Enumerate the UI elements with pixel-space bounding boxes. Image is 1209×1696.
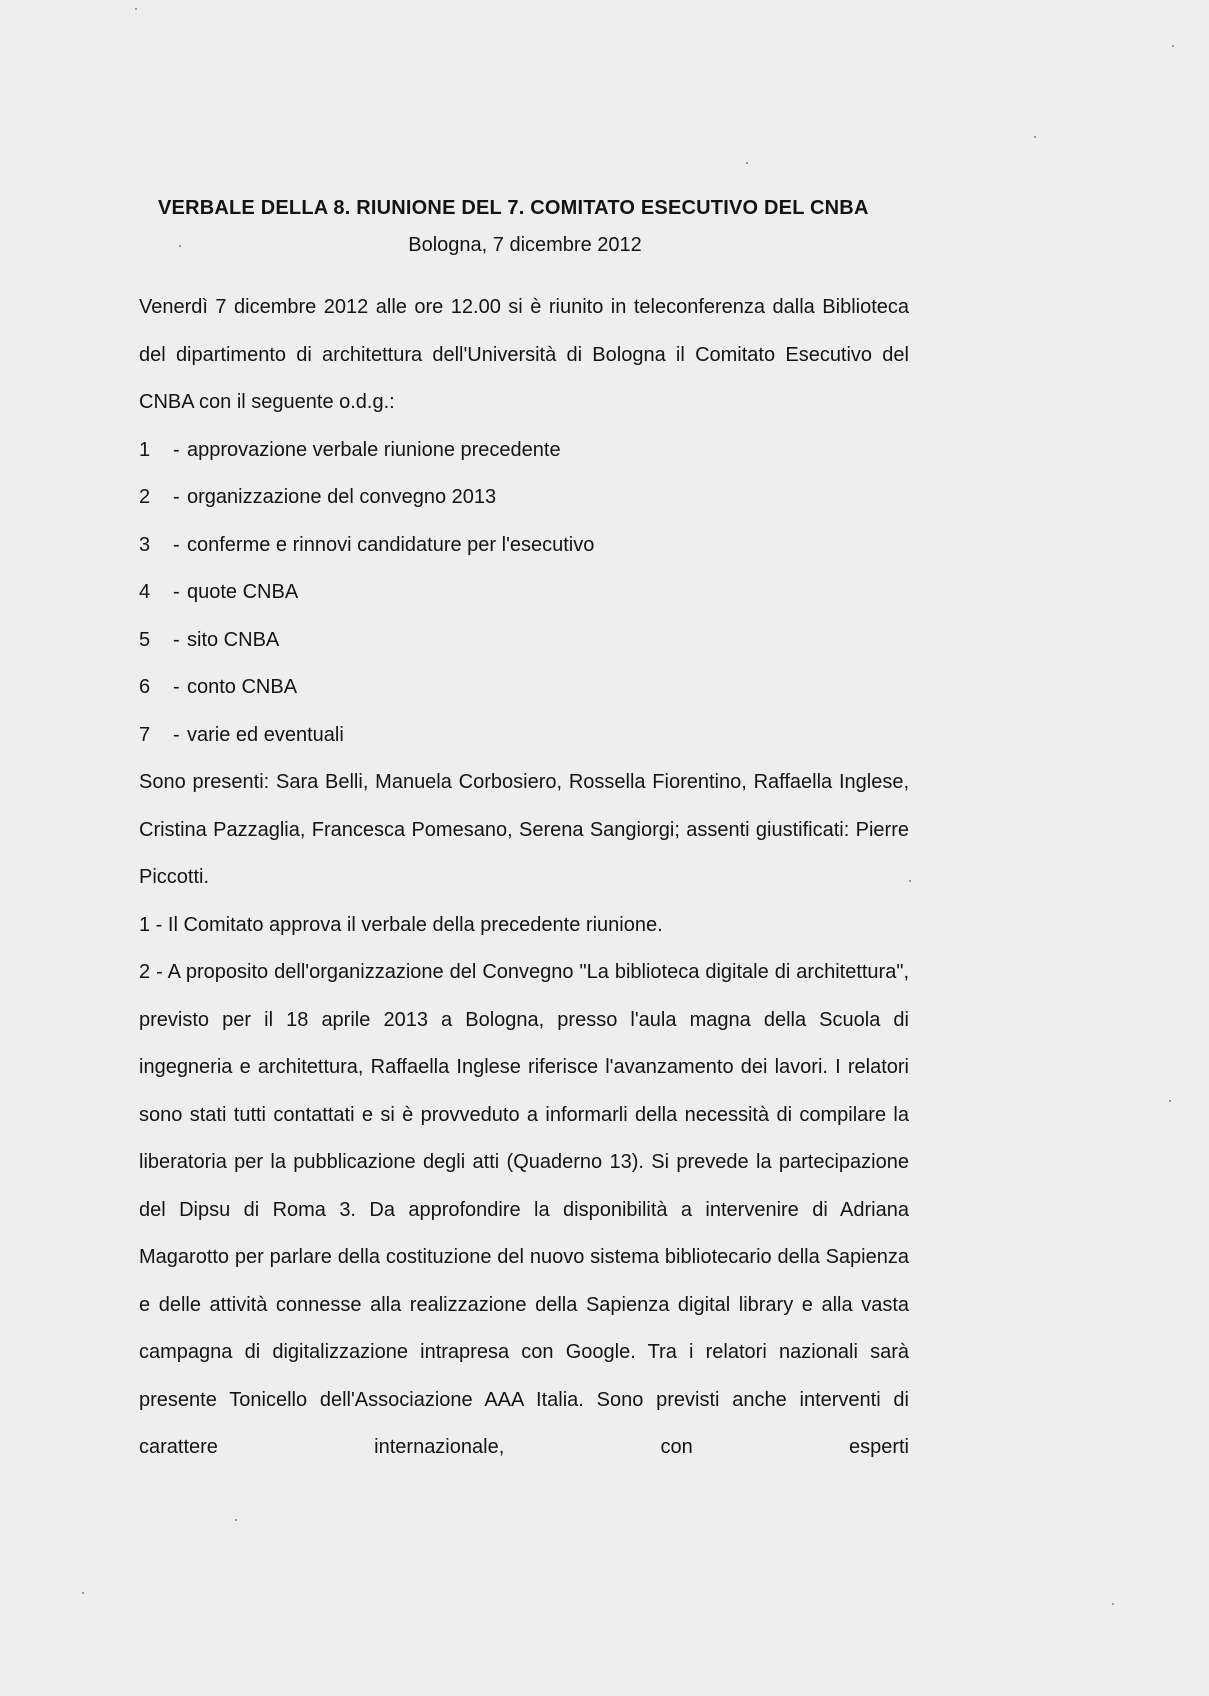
scan-speck	[1169, 1100, 1171, 1102]
document-title: VERBALE DELLA 8. RIUNIONE DEL 7. COMITATO ESECUTIVO DEL CNBA	[158, 197, 869, 219]
scan-speck	[1112, 1603, 1114, 1605]
scan-speck	[909, 880, 911, 882]
agenda-item-text: organizzazione del convegno 2013	[187, 486, 497, 508]
agenda-item-dash: -	[173, 676, 180, 698]
agenda-item-dash: -	[173, 628, 180, 651]
agenda-item-dash: -	[173, 723, 180, 746]
agenda-item	[139, 427, 909, 475]
agenda-item-text: varie ed eventuali	[187, 723, 344, 746]
agenda-list	[139, 427, 909, 760]
place-date: Bologna, 7 dicembre 2012	[408, 234, 642, 256]
agenda-item	[139, 712, 909, 760]
agenda-item-text: approvazione verbale riunione precedente	[187, 438, 561, 461]
scan-speck	[1172, 45, 1174, 47]
attendance-paragraph: Sono presenti: Sara Belli, Manuela Corbosiero, Rossella Fiorentino, Raffaella Inglese, Cristina Pazzaglia, Francesca Pomesano, Serena Sangiorgi; assenti giustificati: Pierre Piccotti.	[139, 771, 909, 888]
point-2-paragraph: 2 - A proposito dell'organizzazione del Convegno "La biblioteca digitale di architettura", previsto per il 18 aprile 2013 a Bologna, presso l'aula magna della Scuola di ingegneria e architettura, Raffaella Inglese riferisce l'avanzamento dei lavori. I relatori sono stati tutti contattati e si è provveduto a informarli della necessità di compilare la liberatoria per la pubblicazione degli atti (Quaderno 13). Si prevede la partecipazione del Dipsu di Roma 3. Da approfondire la disponibilità a intervenire di Adriana Magarotto per parlare della costituzione del nuovo sistema bibliotecario della Sapienza e delle attività connesse alla realizzazione della Sapienza digital library e alla vasta campagna di digitalizzazione intrapresa con Google. Tra i relatori nazionali sarà presente Tonicello dell'Associazione AAA Italia. Sono previsti anche interventi di carattere internazionale, con esperti	[139, 961, 909, 1458]
scan-speck	[746, 162, 748, 164]
agenda-item-dash: -	[173, 486, 180, 508]
agenda-item	[139, 617, 909, 665]
agenda-item-dash: -	[173, 438, 180, 461]
agenda-item-text: sito CNBA	[187, 628, 280, 651]
agenda-item-number: 1	[139, 438, 151, 461]
agenda-item	[139, 474, 909, 522]
agenda-item	[139, 569, 909, 617]
agenda-item-number: 4	[139, 581, 151, 603]
scan-speck	[135, 8, 137, 10]
agenda-item-number: 7	[139, 723, 151, 746]
agenda-item-dash: -	[173, 533, 180, 556]
agenda-item-text: conferme e rinnovi candidature per l'esecutivo	[187, 533, 595, 556]
agenda-item-number: 5	[139, 628, 151, 651]
intro-paragraph: Venerdì 7 dicembre 2012 alle ore 12.00 si è riunito in teleconferenza dalla Biblioteca del dipartimento di architettura dell'Università di Bologna il Comitato Esecutivo del CNBA con il seguente o.d.g.:	[139, 296, 909, 413]
agenda-item-number: 3	[139, 533, 151, 556]
scan-speck	[82, 1592, 84, 1594]
agenda-item	[139, 664, 909, 712]
agenda-item-number: 6	[139, 676, 151, 698]
minutes-body	[139, 284, 909, 1472]
agenda-item	[139, 522, 909, 570]
point-1-paragraph: 1 - Il Comitato approva il verbale della precedente riunione.	[139, 913, 663, 936]
scan-speck	[235, 1519, 237, 1521]
agenda-item-dash: -	[173, 581, 180, 603]
agenda-item-text: quote CNBA	[187, 581, 299, 603]
agenda-item-text: conto CNBA	[187, 676, 298, 698]
agenda-item-number: 2	[139, 486, 151, 508]
scan-speck	[1034, 136, 1036, 138]
